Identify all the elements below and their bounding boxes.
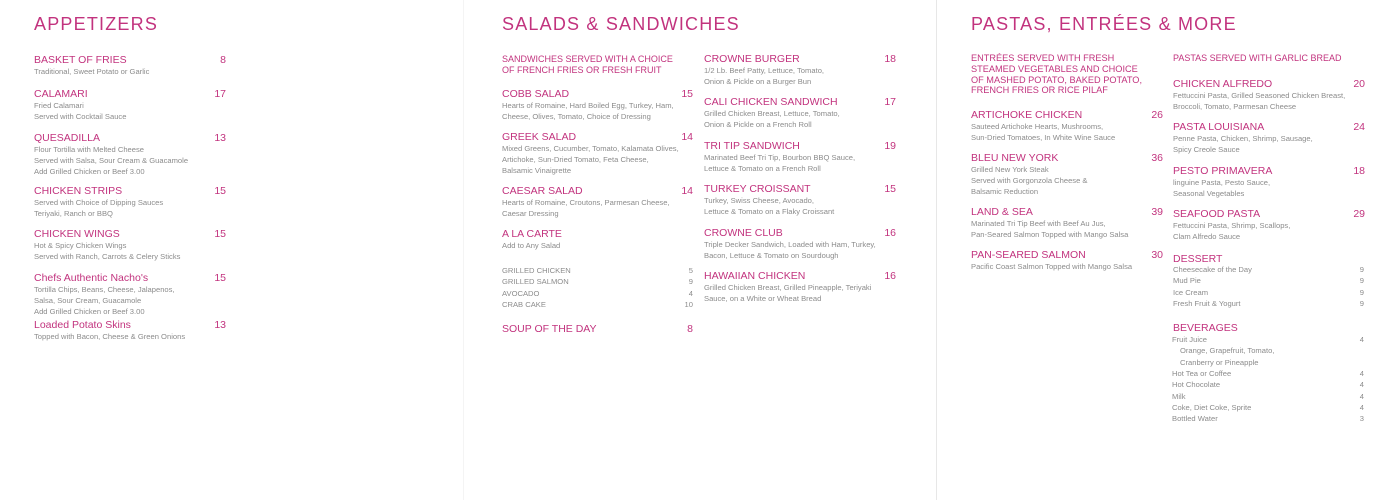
item-name: PAN-SEARED SALMON: [971, 249, 1086, 261]
item-price: 15: [214, 185, 226, 197]
price-row: [1180, 358, 1364, 368]
item-description: Add Grilled Chicken or Beef 3.00: [34, 167, 145, 176]
item-name: PASTA LOUISIANA: [1173, 121, 1265, 133]
row-name: Ice Cream: [1173, 287, 1209, 297]
item-description: Pacific Coast Salmon Topped with Mango Salsa: [971, 262, 1133, 271]
row-price: 4: [1359, 402, 1364, 412]
row-price: 4: [1359, 368, 1364, 378]
price-row: [1172, 403, 1364, 413]
item-description: Served with Cocktail Sauce: [34, 112, 127, 121]
row-price: 9: [1359, 298, 1364, 308]
row-name: AVOCADO: [502, 288, 540, 298]
row-price: 9: [688, 277, 693, 287]
item-name: BLEU NEW YORK: [971, 152, 1059, 164]
item-description: Artichoke, Sun-Dried Tomato, Feta Cheese,: [502, 155, 649, 164]
item-description: Onion & Pickle on a Burger Bun: [704, 77, 812, 86]
row-name: Hot Tea or Coffee: [1172, 368, 1232, 378]
item-price: 15: [681, 88, 693, 100]
item-description: Served with Salsa, Sour Cream & Guacamole: [34, 156, 189, 165]
row-price: 4: [1359, 391, 1364, 401]
item-name: SEAFOOD PASTA: [1173, 208, 1261, 220]
row-price: 4: [688, 288, 693, 298]
item-description: Balsamic Vinaigrette: [502, 166, 572, 175]
entree-note-line: STEAMED VEGETABLES AND CHOICE: [971, 63, 1138, 74]
entree-note-line: ENTRÉES SERVED WITH FRESH: [971, 53, 1115, 63]
item-description: Tortilla Chips, Beans, Cheese, Jalapenos,: [34, 285, 175, 294]
item-name: SOUP OF THE DAY: [502, 323, 597, 335]
price-row: [1180, 346, 1364, 356]
salads-heading: SALADS & SANDWICHES: [502, 14, 740, 34]
item-description: Marinated Beef Tri Tip, Bourbon BBQ Sauce,: [704, 153, 856, 162]
menu-item: [1173, 78, 1365, 112]
item-description: Sauce, on a White or Wheat Bread: [704, 294, 822, 303]
item-price: 16: [884, 270, 896, 282]
item-price: 15: [214, 228, 226, 240]
item-price: 39: [1151, 206, 1163, 218]
item-name: QUESADILLA: [34, 132, 100, 144]
entree-note-line: OF MASHED POTATO, BAKED POTATO,: [971, 74, 1143, 85]
row-name: GRILLED SALMON: [502, 277, 569, 287]
price-row: [1173, 265, 1364, 275]
item-name: LAND & SEA: [971, 206, 1033, 218]
row-name: Milk: [1172, 391, 1186, 401]
item-name: PESTO PRIMAVERA: [1173, 165, 1273, 177]
pasta-note: PASTAS SERVED WITH GARLIC BREAD: [1173, 53, 1342, 63]
appetizers-heading: APPETIZERS: [34, 14, 159, 34]
item-description: Broccoli, Tomato, Parmesan Cheese: [1173, 102, 1297, 111]
item-name: GREEK SALAD: [502, 131, 577, 143]
item-price: 8: [687, 323, 693, 335]
item-price: 17: [214, 88, 226, 100]
row-price: 3: [1359, 414, 1364, 424]
item-description: Fettuccini Pasta, Shrimp, Scallops,: [1173, 221, 1291, 230]
dessert-heading: DESSERT: [1173, 253, 1223, 265]
item-name: Chefs Authentic Nacho's: [34, 272, 149, 284]
item-name: HAWAIIAN CHICKEN: [704, 270, 806, 282]
row-name: Mud Pie: [1173, 276, 1201, 286]
row-name: Orange, Grapefruit, Tomato,: [1180, 346, 1275, 356]
item-description: Marinated Tri Tip Beef with Beef Au Jus,: [971, 219, 1106, 228]
row-price: 4: [1359, 335, 1364, 344]
item-description: Bacon, Lettuce & Tomato on Sourdough: [704, 251, 839, 260]
item-name: CROWNE CLUB: [704, 227, 783, 239]
item-name: CROWNE BURGER: [704, 53, 800, 65]
item-price: 18: [884, 53, 896, 65]
item-description: Sauteed Artichoke Hearts, Mushrooms,: [971, 122, 1104, 131]
item-description: Add Grilled Chicken or Beef 3.00: [34, 307, 145, 316]
price-row: [1172, 369, 1364, 379]
item-description: Mixed Greens, Cucumber, Tomato, Kalamata Olives,: [502, 144, 679, 153]
price-row: [1172, 392, 1364, 402]
item-description: Cheese, Olives, Tomato, Choice of Dressing: [502, 112, 651, 121]
item-price: 14: [681, 185, 693, 197]
item-description: 1/2 Lb. Beef Patty, Lettuce, Tomato,: [704, 66, 825, 75]
row-name: GRILLED CHICKEN: [502, 266, 571, 275]
item-description: Served with Ranch, Carrots & Celery Sticks: [34, 252, 181, 261]
menu-item: [971, 206, 1163, 240]
item-price: 19: [884, 140, 896, 152]
row-price: 9: [1359, 287, 1364, 297]
item-name: ARTICHOKE CHICKEN: [971, 109, 1083, 121]
item-price: 36: [1151, 152, 1163, 164]
item-price: 15: [884, 183, 896, 195]
item-price: 26: [1151, 109, 1163, 121]
item-description: Traditional, Sweet Potato or Garlic: [34, 67, 150, 76]
item-price: 13: [214, 319, 226, 331]
item-name: CHICKEN WINGS: [34, 228, 120, 240]
pastas-heading: PASTAS, ENTRÉES & MORE: [971, 14, 1237, 34]
item-name: COBB SALAD: [502, 88, 570, 100]
item-description: Lettuce & Tomato on a French Roll: [704, 164, 821, 173]
row-name: Fruit Juice: [1172, 335, 1208, 344]
menu-item: [971, 249, 1163, 272]
row-name: Bottled Water: [1172, 414, 1218, 424]
item-price: 20: [1353, 78, 1365, 90]
row-name: Coke, Diet Coke, Sprite: [1172, 402, 1252, 412]
row-name: Fresh Fruit & Yogurt: [1173, 298, 1241, 308]
item-name: BASKET OF FRIES: [34, 54, 127, 66]
item-description: Grilled Chicken Breast, Grilled Pineapple, Teriyaki: [704, 283, 872, 292]
sandwich-note-line: OF FRENCH FRIES OR FRESH FRUIT: [502, 64, 662, 75]
item-description: Grilled Chicken Breast, Lettuce, Tomato,: [704, 109, 840, 118]
item-description: Caesar Dressing: [502, 209, 559, 218]
row-price: 9: [1359, 276, 1364, 286]
row-name: Cheesecake of the Day: [1173, 265, 1252, 274]
item-description: Sun-Dried Tomatoes, In White Wine Sauce: [971, 133, 1116, 142]
item-description: Hearts of Romaine, Hard Boiled Egg, Turkey, Ham,: [502, 101, 674, 110]
row-price: 4: [1359, 380, 1364, 390]
item-price: 8: [220, 54, 226, 66]
item-description: Salsa, Sour Cream, Guacamole: [34, 296, 142, 305]
item-description: Spicy Creole Sauce: [1173, 145, 1240, 154]
menu-item: [971, 109, 1163, 143]
menu-item: [971, 152, 1163, 197]
item-description: Teriyaki, Ranch or BBQ: [34, 209, 113, 218]
item-description: Hearts of Romaine, Croutons, Parmesan Cheese,: [502, 198, 670, 207]
item-description: Add to Any Salad: [502, 241, 561, 250]
item-name: CHICKEN ALFREDO: [1173, 78, 1273, 90]
menu-item: [1173, 208, 1365, 242]
item-price: 17: [884, 96, 896, 108]
price-row: [1173, 276, 1364, 286]
item-price: 30: [1151, 249, 1163, 261]
row-name: CRAB CAKE: [502, 299, 546, 309]
item-name: A LA CARTE: [502, 228, 562, 240]
item-description: Hot & Spicy Chicken Wings: [34, 241, 127, 250]
price-row: [1173, 288, 1364, 298]
item-description: Served with Gorgonzola Cheese &: [971, 176, 1088, 185]
price-row: [1172, 380, 1364, 390]
row-price: 9: [1359, 265, 1364, 274]
item-name: TRI TIP SANDWICH: [704, 140, 800, 152]
item-price: 24: [1353, 121, 1365, 133]
item-description: linguine Pasta, Pesto Sauce,: [1173, 178, 1271, 187]
item-name: CAESAR SALAD: [502, 185, 583, 197]
beverages-heading: BEVERAGES: [1173, 322, 1238, 334]
item-description: Flour Tortilla with Melted Cheese: [34, 145, 145, 154]
item-description: Penne Pasta, Chicken, Shrimp, Sausage,: [1173, 134, 1313, 143]
item-name: Loaded Potato Skins: [34, 319, 131, 331]
item-description: Triple Decker Sandwich, Loaded with Ham, Turkey,: [704, 240, 876, 249]
item-name: CALAMARI: [34, 88, 88, 100]
price-row: [1173, 299, 1364, 309]
row-name: Cranberry or Pineapple: [1180, 357, 1259, 367]
row-price: 5: [688, 266, 693, 275]
item-description: Lettuce & Tomato on a Flaky Croissant: [704, 207, 835, 216]
row-name: Hot Chocolate: [1172, 380, 1221, 390]
item-description: Balsamic Reduction: [971, 187, 1039, 196]
item-name: CALI CHICKEN SANDWICH: [704, 96, 838, 108]
sandwich-note-line: SANDWICHES SERVED WITH A CHOICE: [502, 54, 673, 64]
item-description: Clam Alfredo Sauce: [1173, 232, 1241, 241]
item-description: Topped with Bacon, Cheese & Green Onions: [34, 332, 186, 341]
item-description: Pan-Seared Salmon Topped with Mango Salsa: [971, 230, 1129, 239]
entree-note-line: FRENCH FRIES OR RICE PILAF: [971, 85, 1108, 96]
price-row: [1172, 414, 1364, 424]
menu-item: [1173, 121, 1365, 155]
row-price: 10: [684, 299, 693, 309]
item-name: TURKEY CROISSANT: [704, 183, 811, 195]
item-price: 18: [1353, 165, 1365, 177]
item-description: Seasonal Vegetables: [1173, 189, 1245, 198]
item-price: 14: [681, 131, 693, 143]
item-description: Fried Calamari: [34, 101, 84, 110]
menu-item: [1173, 165, 1365, 199]
item-name: CHICKEN STRIPS: [34, 185, 123, 197]
item-price: 15: [214, 272, 226, 284]
item-price: 29: [1353, 208, 1365, 220]
price-row: [1172, 335, 1364, 345]
item-description: Onion & Pickle on a French Roll: [704, 120, 812, 129]
item-price: 16: [884, 227, 896, 239]
item-description: Grilled New York Steak: [971, 165, 1049, 174]
item-price: 13: [214, 132, 226, 144]
item-description: Fettuccini Pasta, Grilled Seasoned Chicken Breast,: [1173, 91, 1346, 100]
entree-note: [971, 53, 1142, 96]
item-description: Served with Choice of Dipping Sauces: [34, 198, 164, 207]
item-description: Turkey, Swiss Cheese, Avocado,: [704, 196, 815, 205]
